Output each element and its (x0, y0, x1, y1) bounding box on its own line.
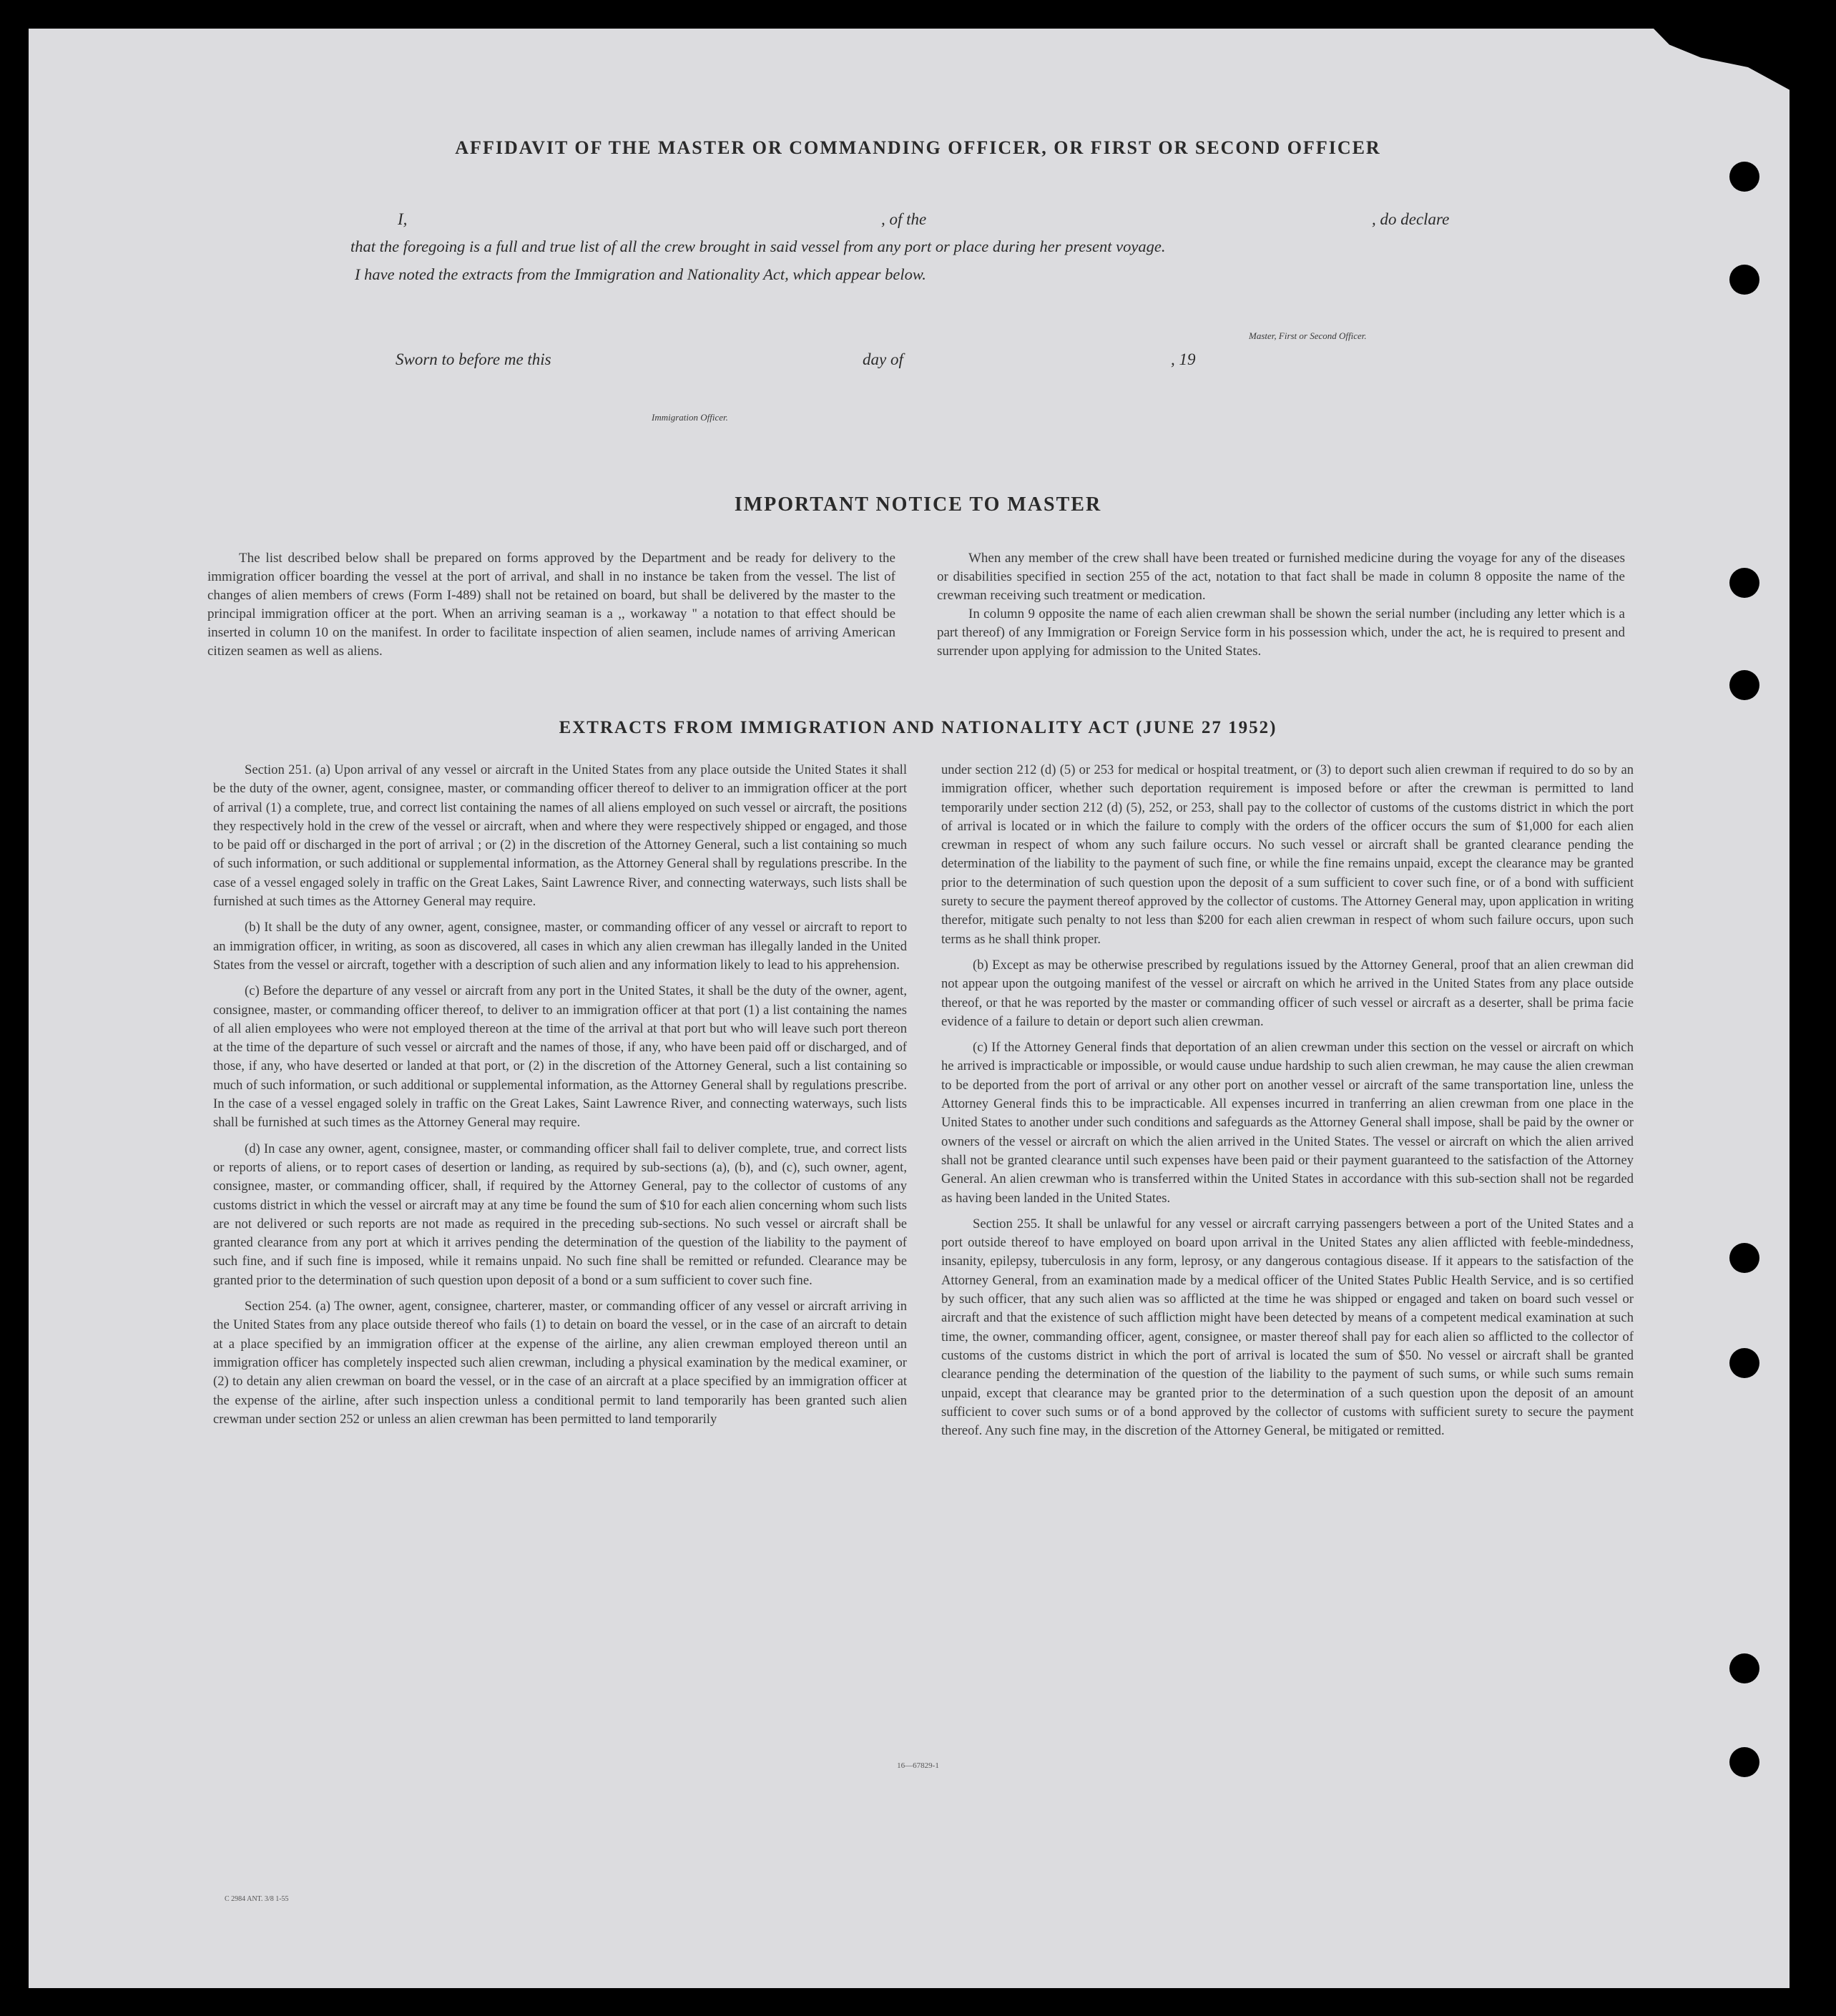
notice-title: IMPORTANT NOTICE TO MASTER (734, 493, 1102, 516)
punch-hole (1729, 1653, 1759, 1683)
punch-hole (1729, 670, 1759, 700)
master-signature-label: Master, First or Second Officer. (1249, 330, 1367, 341)
punch-hole (1729, 1348, 1759, 1378)
immigration-officer-label: Immigration Officer. (652, 412, 728, 423)
affidavit-of-the: , of the (881, 210, 927, 228)
sworn-text: Sworn to before me this (396, 350, 551, 368)
notice-right-column (937, 549, 1625, 661)
day-of-text: day of (863, 350, 903, 368)
punch-hole (1729, 568, 1759, 598)
affidavit-title: AFFIDAVIT OF THE MASTER OR COMMANDING OFFICER, OR FIRST OR SECOND OFFICER (455, 137, 1381, 158)
affidavit-noted: I have noted the extracts from the Immigration and Nationality Act, which appear below. (355, 265, 926, 283)
extracts-right-column (941, 761, 1634, 1447)
year-text: , 19 (1171, 350, 1196, 368)
extracts-left-column (213, 761, 907, 1436)
section-251c: (c) Before the departure of any vessel or aircraft from any port in the United States, it shall be the duty of the owner, agent, consignee, master, or commanding officer thereof, to deliver to an immigration officer at that port (1) a list containing the names of all alien employees who were not employed thereon at the time of the arrival at that port but who will leave such port thereon at the time of the departure of such vessel or aircraft and the names of those, if any, who have been paid off or discharged, and of those, if any, who have deserted or landed at that port, or (2) in the discretion of the Attorney General, such a list containing so much of such information, or such additional or supplemental information, as the Attorney General shall by regulations prescribe. In the case of a vessel engaged solely in traffic on the Great Lakes, Saint Lawrence River, and connecting waterways, such lists shall be furnished at such times as the Attorney General may require. (213, 983, 907, 1131)
section-255: Section 255. It shall be unlawful for any vessel or aircraft carrying passengers between a port of the United States and a port outside thereof to have employed on board upon arrival in the United States any alien afflicted with feeble-mindedness, insanity, epilepsy, tuberculosis in any form, leprosy, or any dangerous contagious disease. If it appears to the satisfaction of the Attorney General, from an examination made by a medical officer of the United States Public Health Service, and is so certified by such officer, that any such alien was so afflicted at the time he was shipped or engaged and taken on board such vessel or aircraft and that the existence of such affliction might have been detected by means of a competent medical examination at such time, the owner, commanding officer, agent, consignee, or master thereof shall pay for each alien so afflicted to the collector of customs of the customs district in which the port of arrival is located the sum of $50. No vessel or aircraft shall be granted clearance pending the determination of the question of the liability to the payment of such sums, or while such sums remain unpaid, except that clearance may be granted prior to the determination of a such question upon the deposit of an amount sufficient to cover such sums or of a bond approved by the collector of customs with sufficient surety to secure the payment thereof. Any such fine may, in the discretion of the Attorney General, be mitigated or remitted. (941, 1216, 1634, 1439)
section-254c: (c) If the Attorney General finds that deportation of an alien crewman under this section on the vessel or aircraft on which he arrived is impracticable or impossible, or would cause undue hardship to such alien crewman, he may cause the alien crewman to be deported from the port of arrival or any other port on another vessel or aircraft of the same transportation line, unless the Attorney General finds this to be impracticable. All expenses incurred in tranferring an alien crewman from one place in the United States to another under such conditions and safeguards as the Attorney General shall impose, shall be paid by the owner or owners of the vessel or aircraft on which the alien arrived in the United States. The vessel or aircraft on which the alien arrived shall not be granted clearance until such expenses have been paid or their payment guaranteed to the satisfaction of the Attorney General. An alien crewman who is transferred within the United States in accordance with this sub-section shall not be regarded as having been landed in the United States. (941, 1040, 1634, 1206)
punch-hole (1729, 265, 1759, 295)
affidavit-statement: that the foregoing is a full and true list of all the crew brought in said vessel from any port or place during her present voyage. (350, 237, 1166, 255)
affidavit-declare: , do declare (1372, 210, 1450, 228)
form-code: C 2984 ANT. 3/8 1-55 (225, 1895, 289, 1903)
punch-hole (1729, 162, 1759, 192)
notice-right-text-2: In column 9 opposite the name of each alien crewman shall be shown the serial number (including any letter which is a part thereof) of any Immigration or Foreign Service form in his possession which, under the act, he is required to present and surrender upon applying for admission to the United States. (937, 606, 1625, 659)
print-code: 16—67829-1 (897, 1761, 939, 1770)
punch-hole (1729, 1243, 1759, 1273)
section-254a: Section 254. (a) The owner, agent, consignee, charterer, master, or commanding officer of any vessel or aircraft arriving in the United States from any place outside thereof who fails (1) to detain on board the vessel, or in the case of an aircraft to detain at a place specified by an immigration officer at the expense of the airline, any alien crewman employed thereon until an immigration officer has completely inspected such alien crewman, including a physical examination by the medical examiner, or (2) to detain any alien crewman on board the vessel, or in the case of an aircraft at a place specified by an immigration officer at the expense of the airline, after such inspection unless a conditional permit to land temporarily has been granted such alien crewman under section 252 or unless an alien crewman has been permitted to land temporarily (213, 1299, 907, 1427)
section-251d: (d) In case any owner, agent, consignee, master, or commanding officer shall fail to deliver complete, true, and correct lists or reports of aliens, or to report cases of desertion or landing, as required by sub-sections (a), (b), and (c), such owner, agent, consignee, master, or commanding officer, shall, if required by the Attorney General, pay to the collector of customs of any customs district in which the vessel or aircraft may at any time be found the sum of $10 for each alien concerning whom such lists are not delivered or such reports are not made as required in the preceding sub-sections. No such vessel or aircraft shall be granted clearance from any port at which it arrives pending the determination of the question of the liability to the payment of such fine, and if such fine is imposed, while it remains unpaid. No such fine shall be remitted or refunded. Clearance may be granted prior to the determination of such question upon deposit of a bond or a sum sufficient to cover such fine. (213, 1141, 907, 1288)
section-254a-cont: under section 212 (d) (5) or 253 for medical or hospital treatment, or (3) to deport such alien crewman if required to do so by an immigration officer, whether such deportation requirement is imposed before or after the crewman is permitted to land temporarily under section 212 (d) (5), 252, or 253, shall pay to the collector of customs of the customs district in which the port of arrival is located or in which the failure to comply with the orders of the officer occurs the sum of $1,000 for each alien crewman in respect of whom any such failure occurs. No such vessel or aircraft shall be granted clearance pending the determination of the liability to the payment of such fine, or while the fine remains unpaid, except the clearance may be granted prior to the determination of such question upon the deposit of a sum sufficient to cover such fine, or of a bond with sufficient surety to secure the payment thereof approved by the collector of customs. The Attorney General may, upon application in writing therefor, mitigate such penalty to not less than $200 for each alien crewman in respect of whom such failure occurs, upon such terms as he shall think proper. (941, 762, 1634, 947)
section-251b: (b) It shall be the duty of any owner, agent, consignee, master, or commanding officer of any vessel or aircraft to report to an immigration officer, in writing, as soon as discovered, all cases in which any alien crewman has illegally landed in the United States from the vessel or aircraft, together with a description of such alien and any information likely to lead to his apprehension. (213, 920, 907, 973)
notice-left-text: The list described below shall be prepared on forms approved by the Department and be ready for delivery to the immigration officer boarding the vessel at the port of arrival, and shall in no instance be taken from the vessel. The list of changes of alien members of crews (Form I-489) shall not be retained on board, but shall be delivered by the master to the principal immigration officer at the port. When an arriving seaman is a ,, workaway '' a notation to that effect should be inserted in column 10 on the manifest. In order to facilitate inspection of alien seamen, include names of arriving American citizen seamen as well as aliens. (207, 551, 895, 659)
extracts-title: EXTRACTS FROM IMMIGRATION AND NATIONALITY ACT (JUNE 27 1952) (559, 718, 1277, 737)
section-251a: Section 251. (a) Upon arrival of any vessel or aircraft in the United States from any place outside the United States it shall be the duty of the owner, agent, consignee, master, or commanding officer thereof to deliver to an immigration officer at the port of arrival (1) a complete, true, and correct list containing the names of all aliens employed on such vessel or aircraft, the positions they respectively hold in the crew of the vessel or aircraft, when and where they were respectively shipped or engaged, and those to be paid off or discharged in the port of arrival ; or (2) in the discretion of the Attorney General, such a list containing so much of such information, or such additional or supplemental information, as the Attorney General shall by regulations prescribe. In the case of a vessel engaged solely in traffic on the Great Lakes, Saint Lawrence River, and connecting waterways, such lists shall be furnished at such times as the Attorney General may require. (213, 762, 907, 910)
notice-left-column (207, 549, 895, 661)
affidavit-i: I, (398, 210, 408, 228)
section-254b: (b) Except as may be otherwise prescribed by regulations issued by the Attorney General, proof that an alien crewman did not appear upon the outgoing manifest of the vessel or aircraft on which he arrived in the United States from any place outside thereof, or that he was reported by the master or commanding officer of such vessel or aircraft as a deserter, shall be prima facie evidence of a failure to detain or deport such alien crewman. (941, 957, 1634, 1029)
notice-right-text-1: When any member of the crew shall have been treated or furnished medicine during the voyage for any of the diseases or disabilities specified in section 255 of the act, notation to that fact shall be made in column 8 opposite the name of the crewman receiving such treatment or medication. (937, 551, 1625, 603)
